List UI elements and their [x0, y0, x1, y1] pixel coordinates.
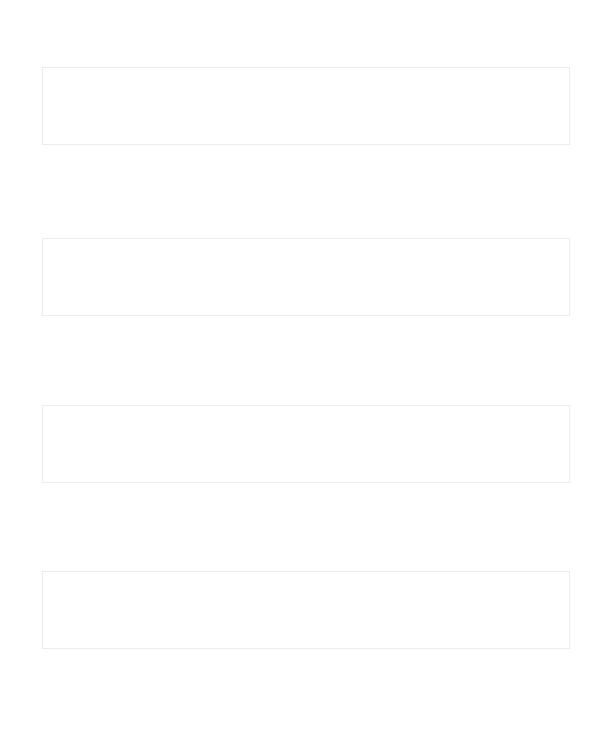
empty-panel-4	[42, 571, 570, 649]
empty-panel-1	[42, 67, 570, 145]
empty-panel-3	[42, 405, 570, 483]
empty-panel-2	[42, 238, 570, 316]
